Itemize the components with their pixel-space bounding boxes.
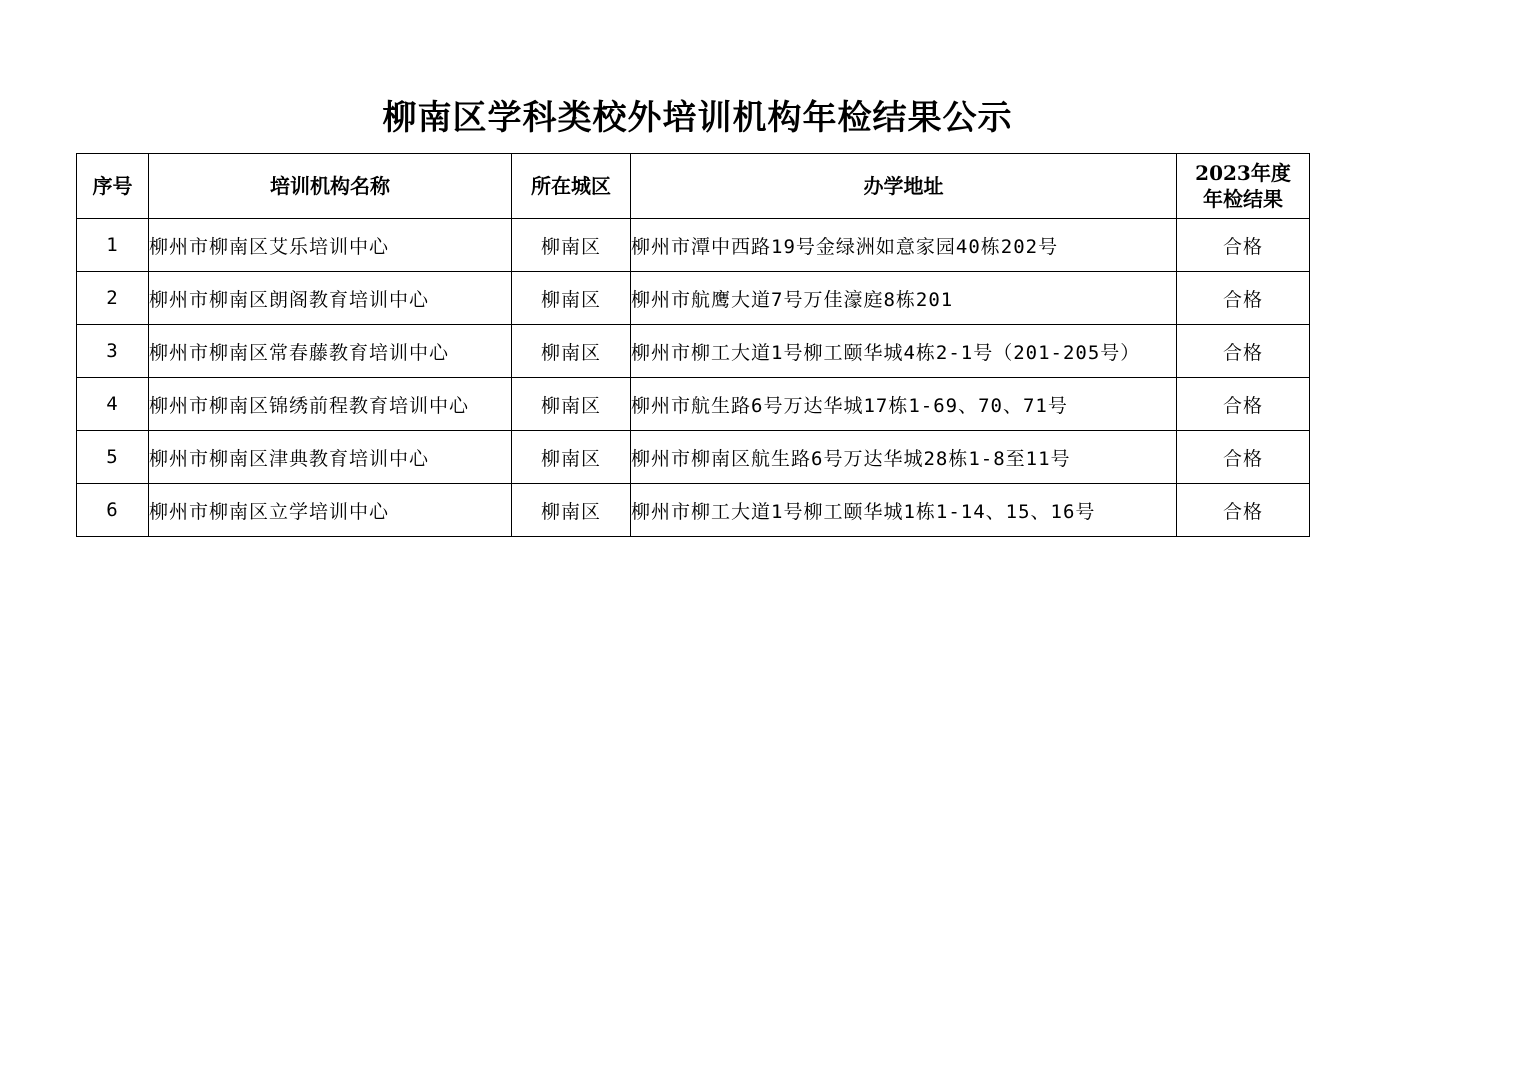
cell-result: 合格 xyxy=(1177,431,1310,484)
table-row xyxy=(77,325,1310,378)
cell-index: 2 xyxy=(77,272,149,325)
table-row xyxy=(77,431,1310,484)
header-address: 办学地址 xyxy=(631,154,1177,219)
cell-index: 5 xyxy=(77,431,149,484)
table-row xyxy=(77,272,1310,325)
cell-address: 柳州市航生路6号万达华城17栋1-69、70、71号 xyxy=(631,378,1177,431)
cell-index: 6 xyxy=(77,484,149,537)
page-title: 柳南区学科类校外培训机构年检结果公示 xyxy=(382,98,1013,138)
cell-name: 柳州市柳南区锦绣前程教育培训中心 xyxy=(149,378,512,431)
cell-district: 柳南区 xyxy=(512,378,631,431)
cell-index: 3 xyxy=(77,325,149,378)
cell-district: 柳南区 xyxy=(512,272,631,325)
cell-result: 合格 xyxy=(1177,378,1310,431)
cell-name: 柳州市柳南区立学培训中心 xyxy=(149,484,512,537)
cell-result: 合格 xyxy=(1177,272,1310,325)
cell-name: 柳州市柳南区艾乐培训中心 xyxy=(149,219,512,272)
table-row xyxy=(77,378,1310,431)
cell-district: 柳南区 xyxy=(512,484,631,537)
cell-index: 1 xyxy=(77,219,149,272)
header-name: 培训机构名称 xyxy=(149,154,512,219)
cell-address: 柳州市柳南区航生路6号万达华城28栋1-8至11号 xyxy=(631,431,1177,484)
header-index: 序号 xyxy=(77,154,149,219)
cell-address: 柳州市柳工大道1号柳工颐华城1栋1-14、15、16号 xyxy=(631,484,1177,537)
cell-name: 柳州市柳南区津典教育培训中心 xyxy=(149,431,512,484)
result-table xyxy=(76,153,1310,537)
cell-district: 柳南区 xyxy=(512,431,631,484)
cell-result: 合格 xyxy=(1177,325,1310,378)
cell-name: 柳州市柳南区朗阁教育培训中心 xyxy=(149,272,512,325)
table-row xyxy=(77,484,1310,537)
table-row xyxy=(77,219,1310,272)
table-header xyxy=(77,154,1310,219)
cell-address: 柳州市航鹰大道7号万佳濠庭8栋201 xyxy=(631,272,1177,325)
cell-district: 柳南区 xyxy=(512,325,631,378)
cell-index: 4 xyxy=(77,378,149,431)
table-body xyxy=(77,219,1310,537)
cell-name: 柳州市柳南区常春藤教育培训中心 xyxy=(149,325,512,378)
cell-district: 柳南区 xyxy=(512,219,631,272)
header-result xyxy=(1177,154,1310,219)
cell-address: 柳州市柳工大道1号柳工颐华城4栋2-1号（201-205号） xyxy=(631,325,1177,378)
cell-result: 合格 xyxy=(1177,219,1310,272)
header-result-line2: 年检结果 xyxy=(1203,187,1283,211)
cell-result: 合格 xyxy=(1177,484,1310,537)
header-result-line1: 2023年度 xyxy=(1195,161,1291,185)
cell-address: 柳州市潭中西路19号金绿洲如意家园40栋202号 xyxy=(631,219,1177,272)
header-row xyxy=(77,154,1310,219)
header-district: 所在城区 xyxy=(512,154,631,219)
